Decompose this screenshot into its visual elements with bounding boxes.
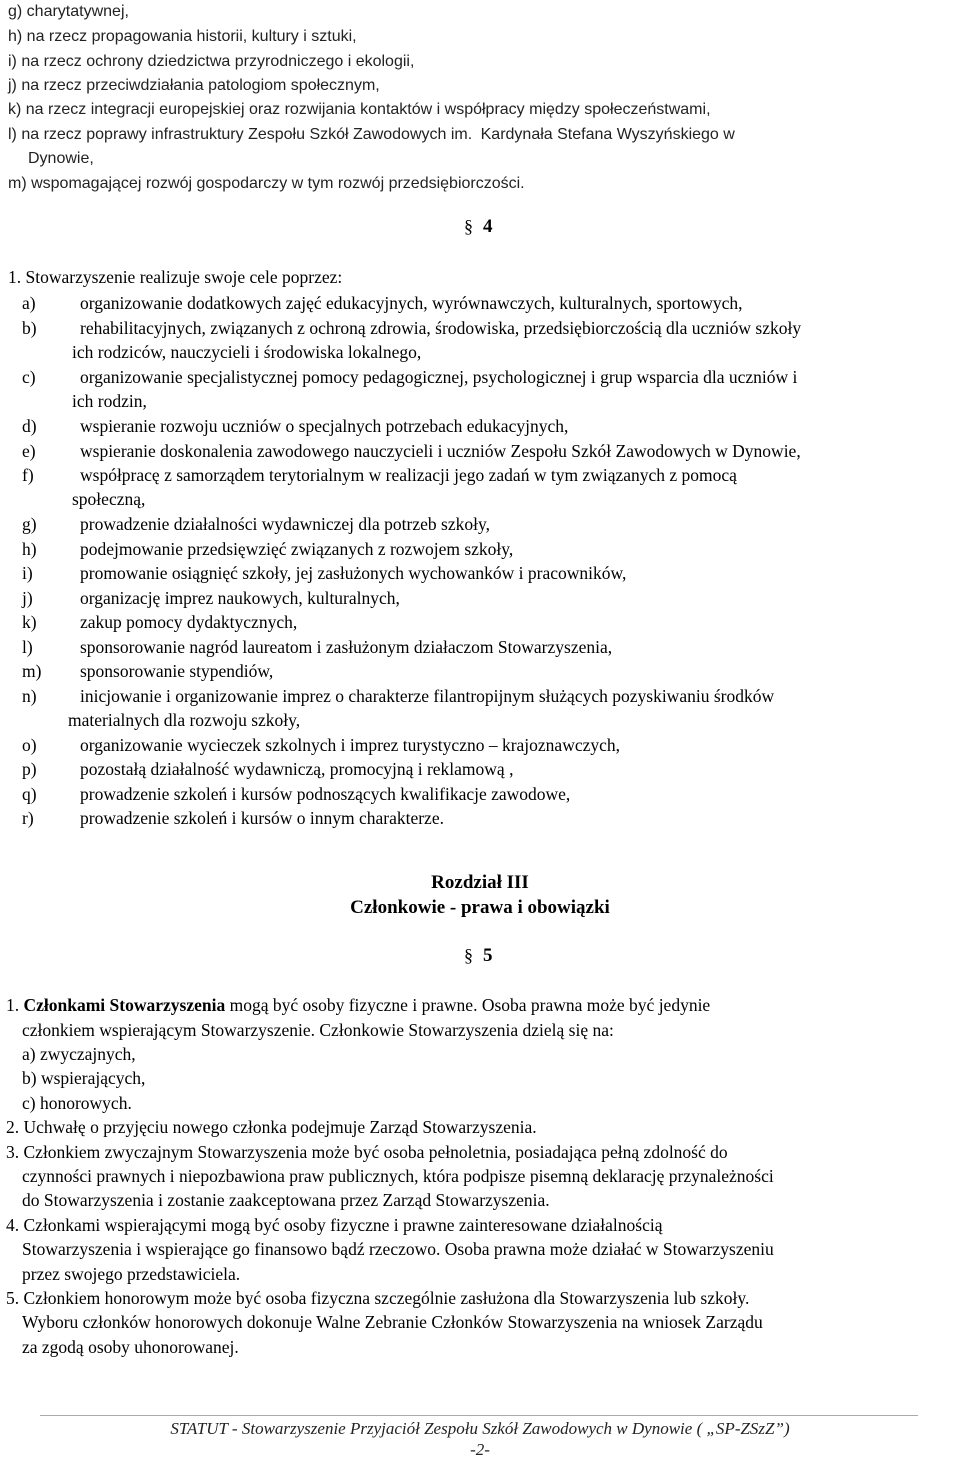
paragraph-5: 5. Członkiem honorowym może być osoba fizyczna szczególnie zasłużona dla Stowarzyszenia lub szkoły. [6, 1288, 750, 1308]
item-text: wspieranie rozwoju uczniów o specjalnych potrzebach edukacyjnych, [80, 416, 569, 436]
paragraph-number: 1. [6, 995, 20, 1015]
item-text: organizację imprez naukowych, kulturalnych, [80, 588, 400, 608]
member-type: b) wspierających, [22, 1068, 146, 1088]
chapter-title: Rozdział III [431, 872, 529, 893]
list-item: m) wspomagającej rozwój gospodarczy w tym rozwój przedsiębiorczości. [8, 175, 525, 192]
item-text: sponsorowanie stypendiów, [80, 661, 274, 681]
item-label: h) [22, 539, 37, 559]
list-item: i) na rzecz ochrony dziedzictwa przyrodniczego i ekologii, [8, 53, 415, 70]
bold-term: Członkami Stowarzyszenia [23, 995, 226, 1015]
paragraph-5-line2: Wyboru członków honorowych dokonuje Walne Zebranie Członków Stowarzyszenia na wniosek Zarządu [22, 1312, 763, 1332]
item-text: sponsorowanie nagród laureatom i zasłużonym działaczom Stowarzyszenia, [80, 637, 613, 657]
item-text: pozostałą działalność wydawniczą, promocyjną i reklamową , [80, 759, 514, 779]
section4-intro: 1. Stowarzyszenie realizuje swoje cele poprzez: [8, 267, 343, 287]
list-item-cont: ich rodzin, [72, 391, 147, 411]
item-label: r) [22, 808, 34, 828]
paragraph-4-line3: przez swojego przedstawiciela. [22, 1264, 241, 1284]
item-label: e) [22, 441, 36, 461]
paragraph-2: 2. Uchwałę o przyjęciu nowego członka podejmuje Zarząd Stowarzyszenia. [6, 1117, 537, 1137]
list-item-cont: materialnych dla rozwoju szkoły, [68, 710, 301, 730]
list-item-cont: Dynowie, [28, 150, 94, 167]
paragraph-3: 3. Członkiem zwyczajnym Stowarzyszenia może być osoba pełnoletnia, posiadająca pełną zdolność do [6, 1142, 728, 1162]
chapter-subtitle: Członkowie - prawa i obowiązki [350, 897, 610, 918]
list-item-cont: ich rodziców, nauczycieli i środowiska lokalnego, [72, 342, 422, 362]
footer-divider [40, 1415, 918, 1416]
item-text: zakup pomocy dydaktycznych, [80, 612, 298, 632]
item-text: wspieranie doskonalenia zawodowego nauczycieli i uczniów Zespołu Szkół Zawodowych w Dynowie, [80, 441, 801, 461]
section-heading-4 [464, 216, 493, 238]
list-item: j) na rzecz przeciwdziałania patologiom społecznym, [8, 77, 380, 94]
member-type: c) honorowych. [22, 1093, 132, 1113]
list-item [8, 123, 735, 147]
item-text: współpracę z samorządem terytorialnym w realizacji jego zadań w tym związanych z pomocą [80, 465, 737, 485]
item-text: podejmowanie przedsięwzięć związanych z rozwojem szkoły, [80, 539, 514, 559]
item-label: q) [22, 784, 37, 804]
item-label: i) [22, 563, 33, 583]
footer-text: STATUT - Stowarzyszenie Przyjaciół Zespołu Szkół Zawodowych w Dynowie ( „SP-ZSzZ”) [170, 1419, 790, 1438]
item-label: o) [22, 735, 37, 755]
section-symbol: § [464, 945, 473, 965]
paragraph-3-line3: do Stowarzyszenia i zostanie zaakceptowana przez Zarząd Stowarzyszenia. [22, 1190, 550, 1210]
item-text: organizowanie wycieczek szkolnych i imprez turystyczno – krajoznawczych, [80, 735, 621, 755]
item-label: l) [22, 637, 33, 657]
paragraph-1-line2: członkiem wspierającym Stowarzyszenie. Członkowie Stowarzyszenia dzielą się na: [22, 1020, 614, 1040]
item-label: g) [22, 514, 37, 534]
item-label: j) [22, 588, 33, 608]
item-text: promowanie osiągnięć szkoły, jej zasłużonych wychowanków i pracowników, [80, 563, 627, 583]
paragraph-5-line3: za zgodą osoby uhonorowanej. [22, 1337, 239, 1357]
list-item-text: l) na rzecz poprawy infrastruktury Zespołu Szkół Zawodowych im. [8, 126, 473, 143]
paragraph-text: mogą być osoby fizyczne i prawne. Osoba prawna może być jedynie [229, 995, 711, 1015]
item-label: k) [22, 612, 37, 632]
section-number: 5 [483, 945, 493, 966]
member-type: a) zwyczajnych, [22, 1044, 136, 1064]
list-item-text-cont: Kardynała Stefana Wyszyńskiego w [480, 126, 735, 143]
item-label: a) [22, 293, 36, 313]
item-label: n) [22, 686, 37, 706]
item-label: d) [22, 416, 37, 436]
item-label: p) [22, 759, 37, 779]
item-label: c) [22, 367, 36, 387]
paragraph-1 [6, 993, 710, 1017]
item-text: rehabilitacyjnych, związanych z ochroną zdrowia, środowiska, przedsiębiorczością dla uczniów szkoły [80, 318, 802, 338]
section-heading-5 [464, 945, 493, 967]
page-number: -2- [470, 1440, 490, 1459]
list-item: h) na rzecz propagowania historii, kultury i sztuki, [8, 28, 357, 45]
paragraph-3-line2: czynności prawnych i niepozbawiona praw publicznych, która podpisze pisemną deklarację przynależności [22, 1166, 774, 1186]
paragraph-4-line2: Stowarzyszenia i wspierające go finansowo bądź rzeczowo. Osoba prawna może działać w Stowarzyszeniu [22, 1239, 774, 1259]
list-item: k) na rzecz integracji europejskiej oraz rozwijania kontaktów i współpracy między społeczeństwami, [8, 101, 711, 118]
list-item: g) charytatywnej, [8, 3, 129, 20]
item-text: organizowanie dodatkowych zajęć edukacyjnych, wyrównawczych, kulturalnych, sportowych, [80, 293, 743, 313]
item-text: prowadzenie działalności wydawniczej dla potrzeb szkoły, [80, 514, 490, 534]
list-item-cont: społeczną, [72, 489, 146, 509]
paragraph-4: 4. Członkami wspierającymi mogą być osoby fizyczne i prawne zainteresowane działalnością [6, 1215, 663, 1235]
item-label: b) [22, 318, 37, 338]
section-number: 4 [483, 216, 493, 237]
item-text: prowadzenie szkoleń i kursów podnoszących kwalifikacje zawodowe, [80, 784, 571, 804]
section-symbol: § [464, 216, 473, 236]
item-text: prowadzenie szkoleń i kursów o innym charakterze. [80, 808, 444, 828]
item-label: f) [22, 465, 34, 485]
item-text: inicjowanie i organizowanie imprez o charakterze filantropijnym służących pozyskiwaniu środków [80, 686, 775, 706]
item-label: m) [22, 661, 42, 681]
item-text: organizowanie specjalistycznej pomocy pedagogicznej, psychologicznej i grup wsparcia dla uczniów i [80, 367, 798, 387]
